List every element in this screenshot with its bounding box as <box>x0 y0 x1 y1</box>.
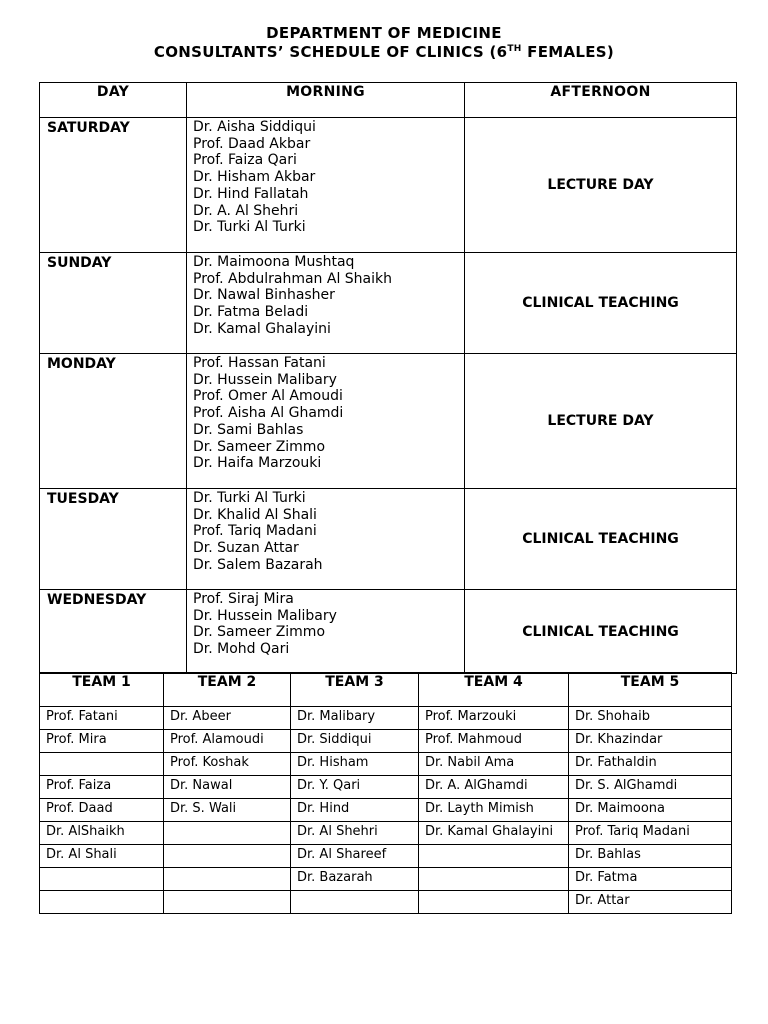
clinic-schedule-table <box>39 82 737 674</box>
consultant-name: Prof. Abdulrahman Al Shaikh <box>193 270 393 287</box>
consultant-name: Prof. Siraj Mira <box>193 591 294 607</box>
team-member-cell <box>419 868 569 891</box>
team-member-cell: Prof. Koshak <box>164 753 291 776</box>
team-member-cell: Dr. Al Shareef <box>291 845 419 868</box>
team-member-cell: Prof. Fatani <box>40 707 164 730</box>
team-member-cell: Dr. Al Shehri <box>291 822 419 845</box>
consultant-name: Dr. Hussein Malibary <box>193 607 337 624</box>
schedule-row <box>40 354 737 489</box>
team-row <box>40 753 732 776</box>
team-header: TEAM 1 <box>40 673 164 707</box>
team-member-cell: Dr. Abeer <box>164 707 291 730</box>
team-member-cell: Prof. Daad <box>40 799 164 822</box>
team-member-cell: Dr. Y. Qari <box>291 776 419 799</box>
team-member-cell: Dr. Al Shali <box>40 845 164 868</box>
team-member-cell <box>40 753 164 776</box>
team-member-cell <box>291 891 419 914</box>
consultant-name: Dr. Suzan Attar <box>193 540 299 557</box>
team-member-cell: Dr. Khazindar <box>569 730 732 753</box>
consultant-name: Dr. Haifa Marzouki <box>193 455 322 472</box>
teams-table <box>39 672 732 914</box>
consultant-name: Prof. Faiza Qari <box>193 152 297 169</box>
consultant-name: Prof. Daad Akbar <box>193 135 311 152</box>
title-line-2-suffix: FEMALES) <box>521 43 615 61</box>
title-line-2-prefix: CONSULTANTS’ SCHEDULE OF CLINICS (6 <box>153 43 508 61</box>
team-member-cell: Dr. Shohaib <box>569 707 732 730</box>
afternoon-cell: LECTURE DAY <box>465 354 737 489</box>
consultant-name: Dr. Maimoona Mushtaq <box>193 254 355 270</box>
afternoon-cell: CLINICAL TEACHING <box>465 590 737 674</box>
team-member-cell <box>40 891 164 914</box>
team-member-cell: Dr. A. AlGhamdi <box>419 776 569 799</box>
team-row <box>40 730 732 753</box>
afternoon-cell: CLINICAL TEACHING <box>465 489 737 590</box>
afternoon-cell: LECTURE DAY <box>465 118 737 253</box>
team-row <box>40 707 732 730</box>
consultant-name: Dr. Turki Al Turki <box>193 219 306 236</box>
team-header: TEAM 4 <box>419 673 569 707</box>
day-cell: SATURDAY <box>40 118 187 253</box>
team-member-cell: Dr. Nawal <box>164 776 291 799</box>
schedule-row <box>40 253 737 354</box>
consultant-name: Prof. Omer Al Amoudi <box>193 388 343 405</box>
team-member-cell <box>419 891 569 914</box>
team-member-cell: Prof. Marzouki <box>419 707 569 730</box>
consultant-name: Dr. Hind Fallatah <box>193 185 309 202</box>
team-row <box>40 868 732 891</box>
consultant-name: Dr. Kamal Ghalayini <box>193 320 331 337</box>
team-member-cell <box>164 868 291 891</box>
title-line-2 <box>0 43 768 62</box>
team-row <box>40 776 732 799</box>
consultant-name: Dr. Sameer Zimmo <box>193 438 326 455</box>
consultant-name: Dr. Nawal Binhasher <box>193 287 335 304</box>
team-member-cell: Dr. S. AlGhamdi <box>569 776 732 799</box>
day-cell: MONDAY <box>40 354 187 489</box>
header-afternoon: AFTERNOON <box>465 83 737 118</box>
title-line-1: DEPARTMENT OF MEDICINE <box>266 24 502 42</box>
schedule-row <box>40 489 737 590</box>
morning-cell <box>187 590 465 674</box>
team-row <box>40 891 732 914</box>
morning-cell <box>187 118 465 253</box>
consultant-name: Dr. Turki Al Turki <box>193 490 306 506</box>
team-header: TEAM 5 <box>569 673 732 707</box>
consultant-name: Prof. Hassan Fatani <box>193 355 326 371</box>
morning-cell <box>187 253 465 354</box>
day-cell: TUESDAY <box>40 489 187 590</box>
team-member-cell <box>419 845 569 868</box>
schedule-row <box>40 118 737 253</box>
team-member-cell <box>164 891 291 914</box>
teams-header-row <box>40 673 732 707</box>
consultant-name: Dr. Mohd Qari <box>193 641 290 658</box>
team-header: TEAM 3 <box>291 673 419 707</box>
team-row <box>40 822 732 845</box>
team-member-cell: Dr. Bazarah <box>291 868 419 891</box>
team-member-cell: Dr. Layth Mimish <box>419 799 569 822</box>
morning-cell <box>187 489 465 590</box>
team-member-cell <box>164 845 291 868</box>
header-day: DAY <box>40 83 187 118</box>
consultant-name: Dr. Hisham Akbar <box>193 169 316 186</box>
day-cell: WEDNESDAY <box>40 590 187 674</box>
team-member-cell: Prof. Alamoudi <box>164 730 291 753</box>
team-member-cell: Prof. Mahmoud <box>419 730 569 753</box>
team-member-cell: Prof. Tariq Madani <box>569 822 732 845</box>
afternoon-cell: CLINICAL TEACHING <box>465 253 737 354</box>
team-member-cell: Dr. Fatma <box>569 868 732 891</box>
team-member-cell: Dr. Hisham <box>291 753 419 776</box>
team-member-cell <box>40 868 164 891</box>
schedule-row <box>40 590 737 674</box>
document-title <box>0 24 768 62</box>
morning-cell <box>187 354 465 489</box>
team-member-cell: Dr. Fathaldin <box>569 753 732 776</box>
consultant-name: Dr. Khalid Al Shali <box>193 506 317 523</box>
team-member-cell: Dr. Bahlas <box>569 845 732 868</box>
team-member-cell: Dr. Attar <box>569 891 732 914</box>
consultant-name: Dr. Sameer Zimmo <box>193 624 326 641</box>
consultant-name: Dr. Sami Bahlas <box>193 421 304 438</box>
team-member-cell: Dr. AlShaikh <box>40 822 164 845</box>
team-member-cell: Dr. Kamal Ghalayini <box>419 822 569 845</box>
team-row <box>40 845 732 868</box>
schedule-header-row <box>40 83 737 118</box>
team-member-cell: Dr. Nabil Ama <box>419 753 569 776</box>
team-member-cell: Prof. Faiza <box>40 776 164 799</box>
team-member-cell: Dr. S. Wali <box>164 799 291 822</box>
team-member-cell: Dr. Maimoona <box>569 799 732 822</box>
consultant-name: Dr. Salem Bazarah <box>193 556 323 573</box>
consultant-name: Dr. Fatma Beladi <box>193 304 309 321</box>
consultant-name: Dr. Aisha Siddiqui <box>193 119 316 135</box>
team-row <box>40 799 732 822</box>
team-member-cell <box>164 822 291 845</box>
day-cell: SUNDAY <box>40 253 187 354</box>
team-member-cell: Prof. Mira <box>40 730 164 753</box>
header-morning: MORNING <box>187 83 465 118</box>
title-superscript: TH <box>507 44 522 54</box>
team-member-cell: Dr. Hind <box>291 799 419 822</box>
consultant-name: Dr. A. Al Shehri <box>193 202 299 219</box>
consultant-name: Prof. Aisha Al Ghamdi <box>193 405 344 422</box>
team-member-cell: Dr. Malibary <box>291 707 419 730</box>
team-member-cell: Dr. Siddiqui <box>291 730 419 753</box>
consultant-name: Prof. Tariq Madani <box>193 523 317 540</box>
consultant-name: Dr. Hussein Malibary <box>193 371 337 388</box>
team-header: TEAM 2 <box>164 673 291 707</box>
